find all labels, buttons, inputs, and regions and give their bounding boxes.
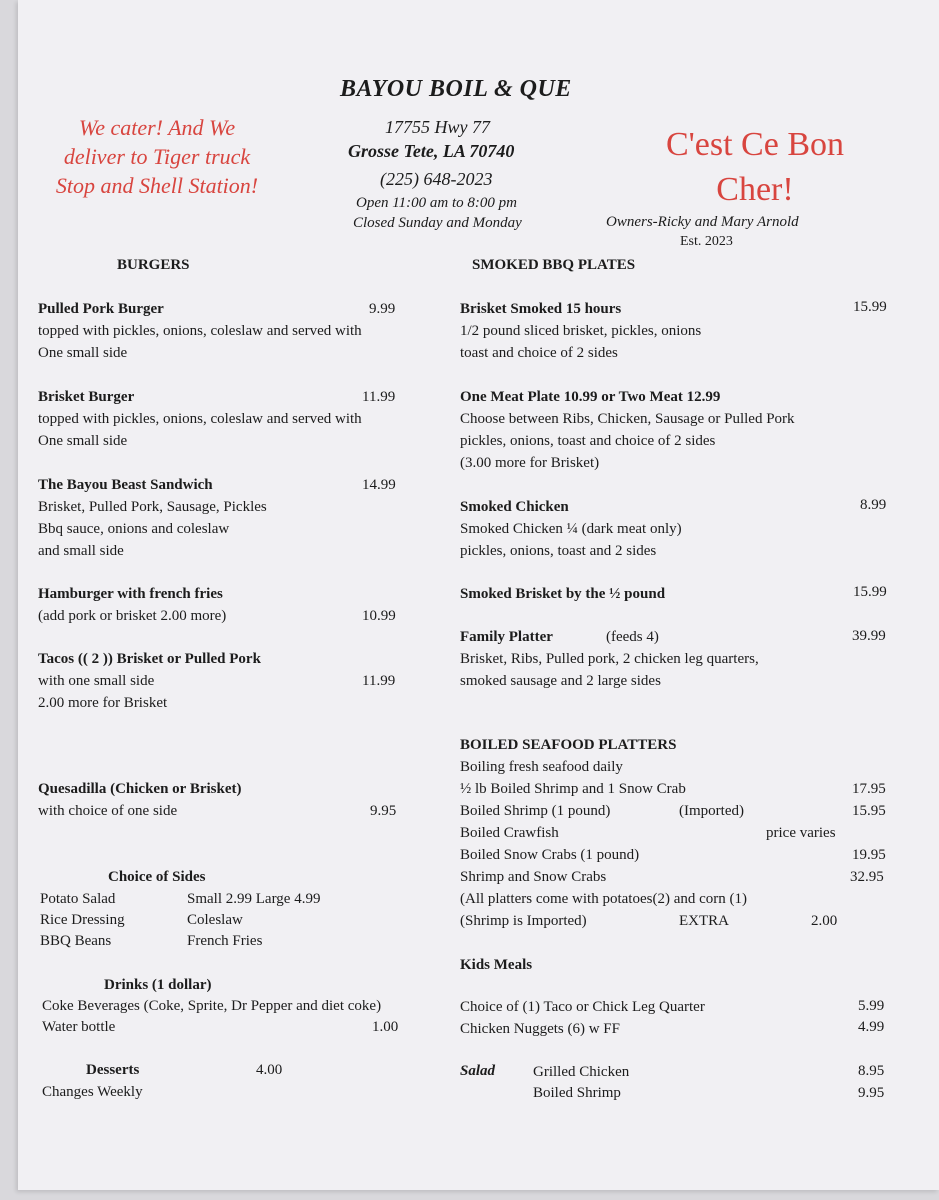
seafood-heading: BOILED SEAFOOD PLATTERS — [460, 737, 677, 753]
quesadilla-price: 9.95 — [370, 803, 397, 819]
opening-hours: Open 11:00 am to 8:00 pm — [356, 195, 517, 211]
family-platter-desc-2: smoked sausage and 2 large sides — [460, 673, 661, 689]
desserts-note: Changes Weekly — [42, 1084, 143, 1100]
brisket-burger-name: Brisket Burger — [38, 389, 135, 405]
brisket-burger-desc-1: topped with pickles, onions, coleslaw and served with — [38, 411, 362, 427]
salad-item-2-price: 9.95 — [858, 1085, 885, 1101]
pulled-pork-burger-desc-2: One small side — [38, 345, 128, 361]
meat-plate-name: One Meat Plate 10.99 or Two Meat 12.99 — [460, 389, 721, 405]
salad-label: Salad — [460, 1063, 496, 1079]
seafood-item-2-note: (Imported) — [679, 803, 744, 819]
cater-line-2: deliver to Tiger truck — [63, 144, 251, 169]
seafood-note-2: (Shrimp is Imported) — [460, 913, 587, 929]
seafood-extra-label: EXTRA — [679, 913, 729, 929]
kids-heading: Kids Meals — [460, 957, 533, 973]
owners-line: Owners-Ricky and Mary Arnold — [606, 214, 799, 230]
bayou-beast-name: The Bayou Beast Sandwich — [38, 477, 213, 493]
tacos-desc-1: with one small side — [38, 673, 155, 689]
seafood-extra-price: 2.00 — [811, 913, 838, 929]
bayou-beast-price: 14.99 — [362, 477, 396, 493]
hamburger-name: Hamburger with french fries — [38, 586, 223, 602]
brisket-smoked-desc-2: toast and choice of 2 sides — [460, 345, 618, 361]
cater-line-3: Stop and Shell Station! — [55, 173, 259, 198]
family-platter-desc-1: Brisket, Ribs, Pulled pork, 2 chicken leg quarters, — [460, 651, 759, 667]
side-rice-dressing: Rice Dressing — [40, 912, 125, 928]
hamburger-price: 10.99 — [362, 608, 396, 624]
brisket-smoked-desc-1: 1/2 pound sliced brisket, pickles, onions — [460, 323, 702, 339]
kids-item-1-name: Choice of (1) Taco or Chick Leg Quarter — [460, 999, 705, 1015]
seafood-item-5-price: 32.95 — [850, 869, 884, 885]
brisket-pound-name: Smoked Brisket by the ½ pound — [460, 586, 666, 602]
sides-heading: Choice of Sides — [108, 869, 206, 885]
pulled-pork-burger-price: 9.99 — [369, 301, 396, 317]
bayou-beast-desc-1: Brisket, Pulled Pork, Sausage, Pickles — [38, 499, 267, 515]
address-line-2: Grosse Tete, LA 70740 — [348, 141, 515, 161]
seafood-item-4-price: 19.95 — [852, 847, 886, 863]
meat-plate-desc-2: pickles, onions, toast and choice of 2 sides — [460, 433, 716, 449]
bbq-heading: SMOKED BBQ PLATES — [472, 257, 636, 273]
quesadilla-desc: with choice of one side — [38, 803, 178, 819]
seafood-item-4-name: Boiled Snow Crabs (1 pound) — [460, 847, 640, 863]
established-line: Est. 2023 — [680, 234, 733, 249]
brisket-smoked-price: 15.99 — [853, 299, 887, 315]
seafood-item-2-price: 15.95 — [852, 803, 886, 819]
bayou-beast-desc-3: and small side — [38, 543, 124, 559]
tacos-price: 11.99 — [362, 673, 396, 689]
smoked-chicken-price: 8.99 — [860, 497, 887, 513]
desserts-heading: Desserts — [86, 1062, 140, 1078]
side-french-fries: French Fries — [187, 933, 263, 949]
salad-item-1-price: 8.95 — [858, 1063, 885, 1079]
drinks-heading: Drinks (1 dollar) — [104, 977, 212, 993]
salad-item-2-name: Boiled Shrimp — [533, 1085, 621, 1101]
seafood-item-1-name: ½ lb Boiled Shrimp and 1 Snow Crab — [460, 781, 686, 797]
seafood-item-2-name: Boiled Shrimp (1 pound) — [460, 803, 611, 819]
drink-water-price: 1.00 — [372, 1019, 399, 1035]
kids-item-2-name: Chicken Nuggets (6) w FF — [460, 1021, 620, 1037]
quesadilla-name: Quesadilla (Chicken or Brisket) — [38, 781, 242, 797]
seafood-item-5-name: Shrimp and Snow Crabs — [460, 869, 607, 885]
meat-plate-desc-1: Choose between Ribs, Chicken, Sausage or Pulled Pork — [460, 411, 795, 427]
seafood-item-1-price: 17.95 — [852, 781, 886, 797]
salad-item-1-name: Grilled Chicken — [533, 1064, 630, 1080]
seafood-subheading: Boiling fresh seafood daily — [460, 759, 623, 775]
tacos-desc-2: 2.00 more for Brisket — [38, 695, 168, 711]
slogan-line-2: Cher! — [716, 171, 794, 208]
smoked-chicken-desc-2: pickles, onions, toast and 2 sides — [460, 543, 657, 559]
side-coleslaw: Coleslaw — [187, 912, 243, 928]
desserts-price: 4.00 — [256, 1062, 283, 1078]
pulled-pork-burger-desc-1: topped with pickles, onions, coleslaw and served with — [38, 323, 362, 339]
smoked-chicken-desc-1: Smoked Chicken ¼ (dark meat only) — [460, 521, 682, 537]
brisket-smoked-name: Brisket Smoked 15 hours — [460, 301, 622, 317]
smoked-chicken-name: Smoked Chicken — [460, 499, 569, 515]
family-platter-name: Family Platter — [460, 629, 553, 645]
drink-water-bottle: Water bottle — [42, 1019, 116, 1035]
side-potato-salad: Potato Salad — [40, 891, 116, 907]
side-bbq-beans: BBQ Beans — [40, 933, 112, 949]
restaurant-title: BAYOU BOIL & QUE — [340, 76, 572, 102]
family-platter-price: 39.99 — [852, 628, 886, 644]
seafood-item-3-price: price varies — [766, 825, 836, 841]
tacos-name: Tacos (( 2 )) Brisket or Pulled Pork — [38, 651, 261, 667]
seafood-note-1: (All platters come with potatoes(2) and corn (1) — [460, 891, 747, 907]
family-platter-feeds: (feeds 4) — [606, 629, 659, 645]
drink-coke-beverages: Coke Beverages (Coke, Sprite, Dr Pepper and diet coke) — [42, 998, 382, 1014]
meat-plate-desc-3: (3.00 more for Brisket) — [460, 455, 600, 471]
side-sizes-prices: Small 2.99 Large 4.99 — [187, 891, 321, 907]
bayou-beast-desc-2: Bbq sauce, onions and coleslaw — [38, 521, 230, 537]
kids-item-1-price: 5.99 — [858, 998, 885, 1014]
kids-item-2-price: 4.99 — [858, 1019, 885, 1035]
cater-line-1: We cater! And We — [78, 115, 236, 140]
brisket-burger-price: 11.99 — [362, 389, 396, 405]
brisket-pound-price: 15.99 — [853, 584, 887, 600]
brisket-burger-desc-2: One small side — [38, 433, 128, 449]
slogan-line-1: C'est Ce Bon — [665, 126, 845, 163]
closed-days: Closed Sunday and Monday — [353, 215, 522, 231]
burgers-heading: BURGERS — [117, 257, 190, 273]
phone-number: (225) 648-2023 — [380, 169, 493, 189]
pulled-pork-burger-name: Pulled Pork Burger — [38, 301, 164, 317]
hamburger-desc: (add pork or brisket 2.00 more) — [38, 608, 227, 624]
seafood-item-3-name: Boiled Crawfish — [460, 825, 559, 841]
address-line-1: 17755 Hwy 77 — [385, 117, 490, 137]
